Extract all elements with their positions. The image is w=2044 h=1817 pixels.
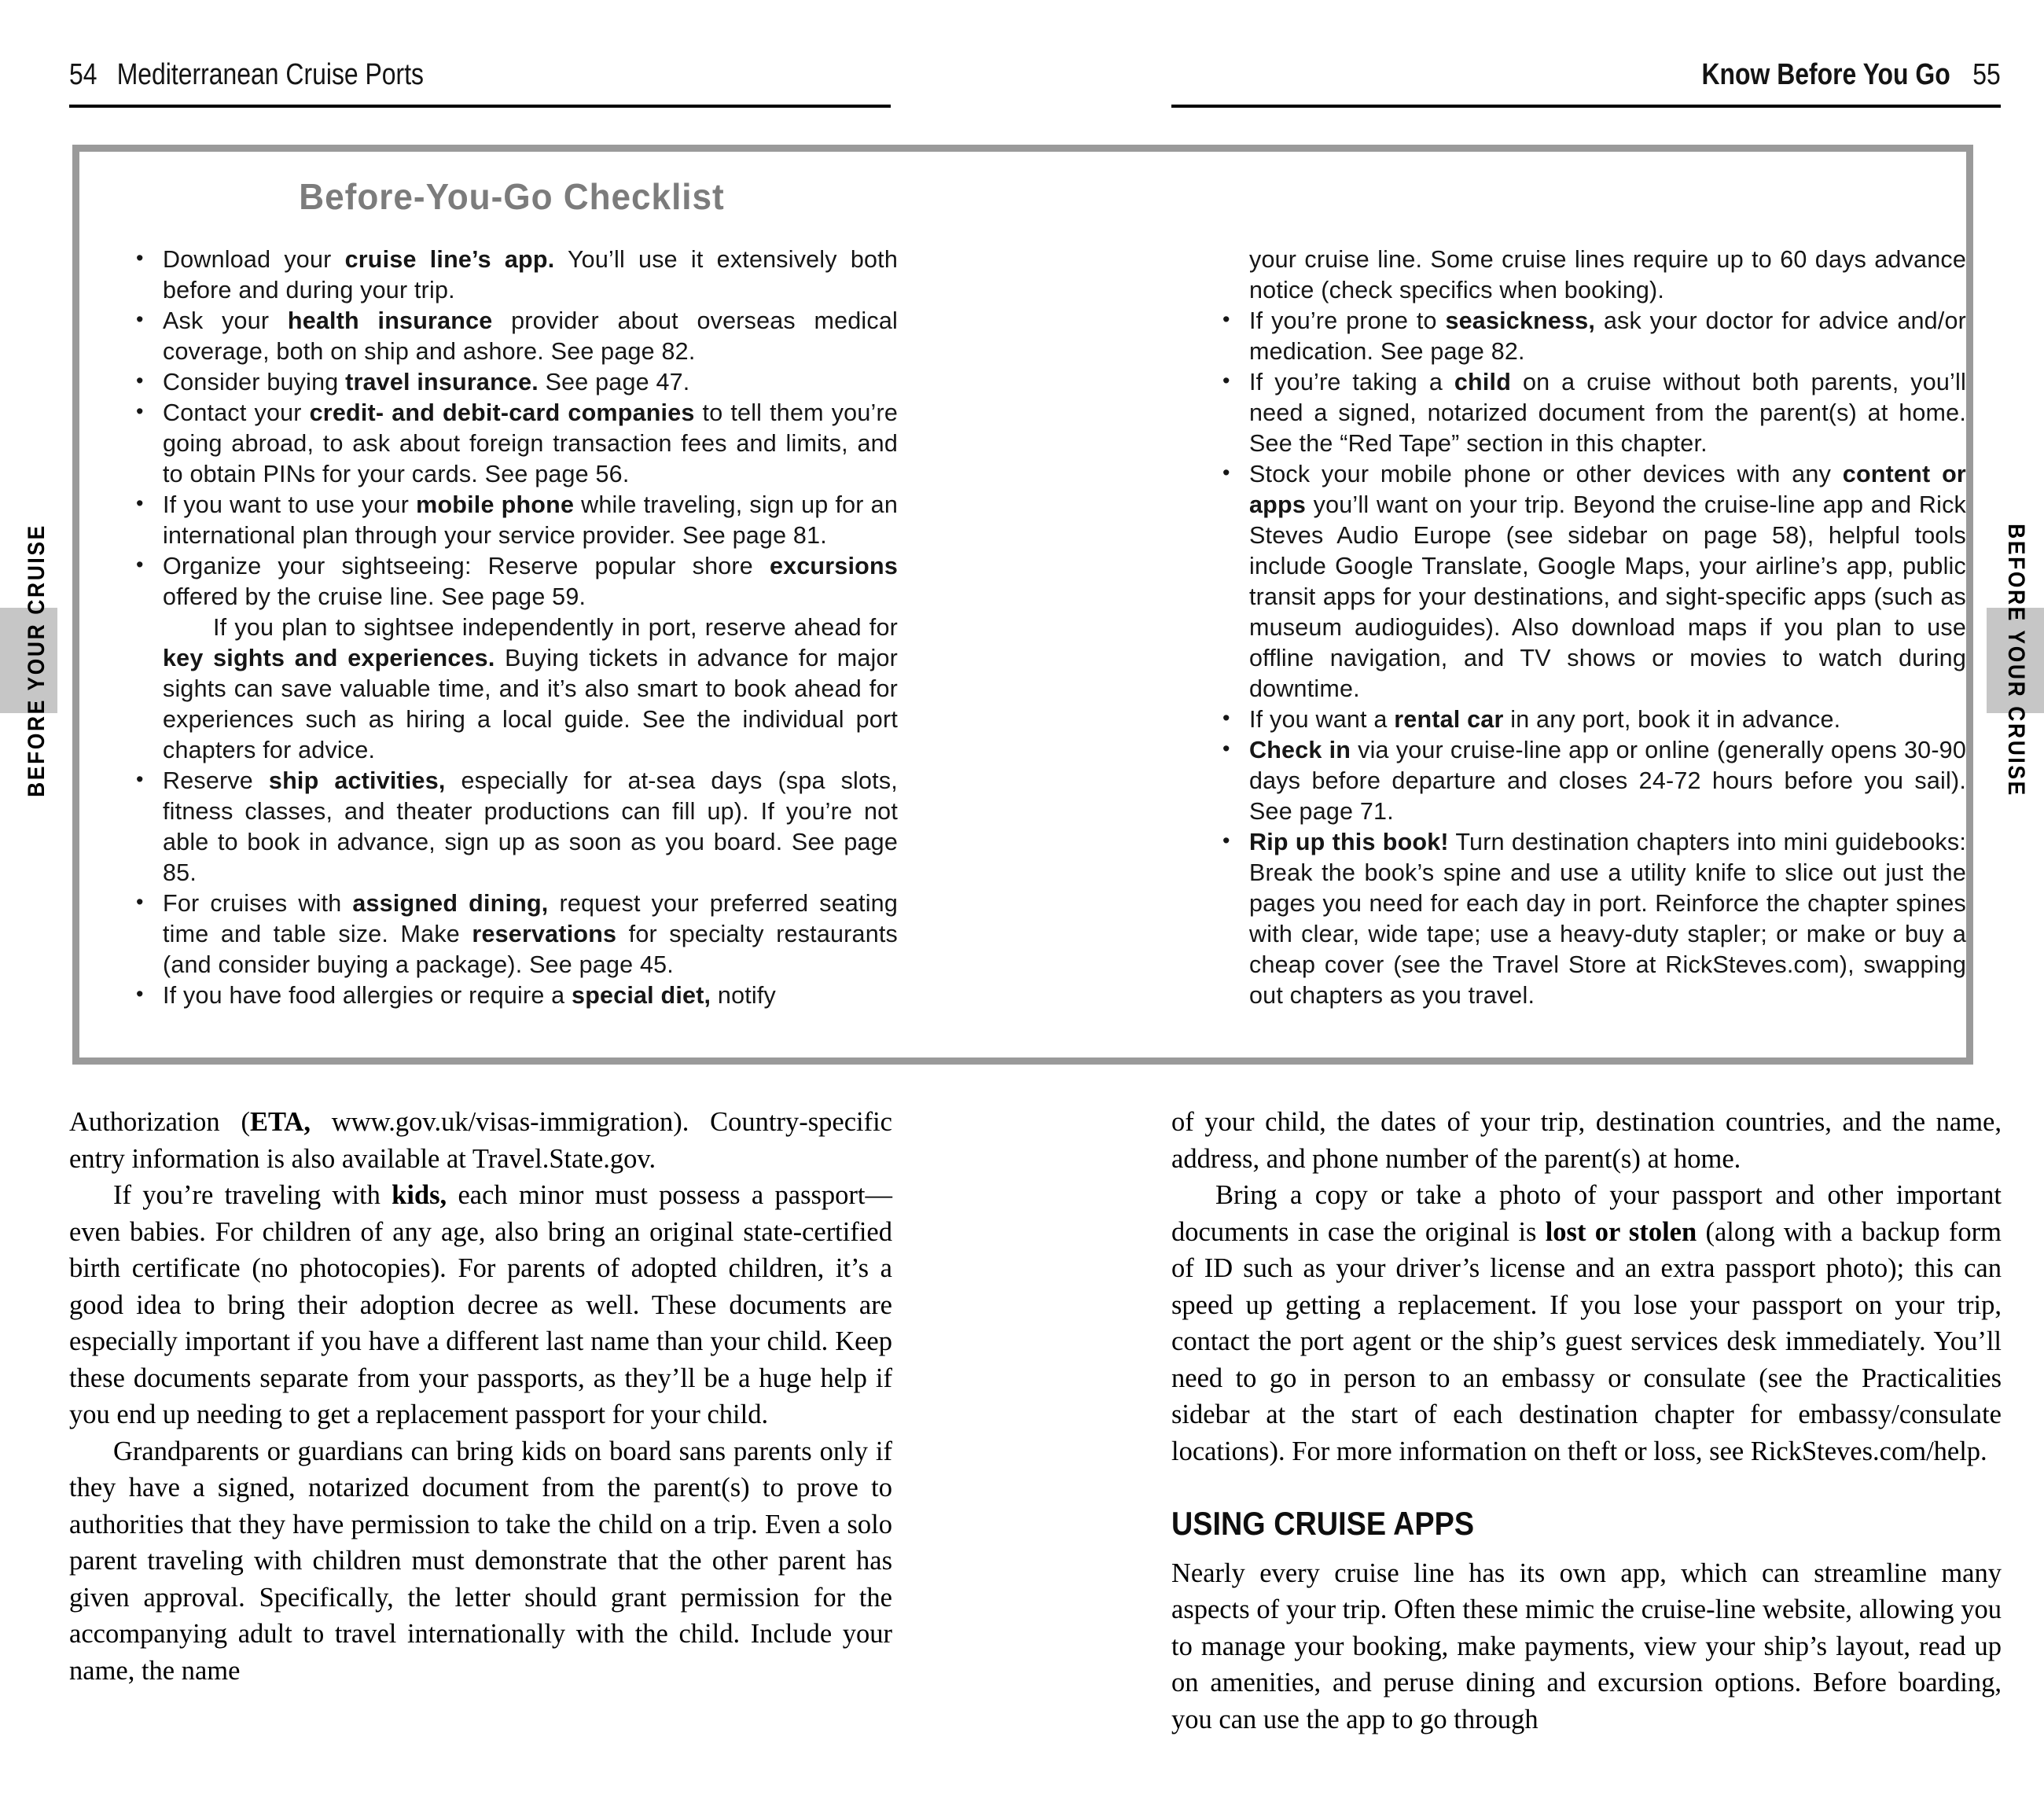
- text-run: Bring a copy or take a photo of your passport and other important documents in case the original is: [1171, 1180, 2002, 1247]
- body-paragraph: [1171, 1104, 2002, 1177]
- text-run: in any port, book it in advance.: [1503, 706, 1841, 733]
- bold-text: mobile phone: [416, 491, 575, 518]
- bold-text: key sights and experiences.: [163, 645, 495, 671]
- right-header-rule: [1171, 105, 2001, 108]
- bold-text: child: [1454, 369, 1512, 395]
- bold-text: assigned dining,: [352, 890, 549, 917]
- right-chapter-tab-label: BEFORE YOUR CRUISE: [2003, 524, 2029, 797]
- checklist-item-text: [1249, 369, 1966, 457]
- checklist-item-text: [1249, 737, 1966, 825]
- checklist-item: [131, 888, 898, 980]
- text-run: If you’re traveling with: [113, 1180, 392, 1210]
- bold-text: Rip up this book!: [1249, 829, 1449, 855]
- text-run: each minor must possess a passport—even babies. For children of any age, also bring an original state-certified birth certificate (no photocopies). For parents of adopted children, it’s a good idea to bring their adoption decree as well. These documents are especially important if you have a different last name than your child. Keep these documents separate from your passports, as they’ll be a huge help if you end up needing to get a replacement passport for your child.: [69, 1180, 892, 1429]
- text-run: For cruises with: [163, 890, 353, 917]
- checklist-item-text: [1249, 706, 1840, 733]
- bold-text: reservations: [472, 921, 617, 947]
- checklist-item-text: [1249, 246, 1966, 303]
- left-page-number: 54: [69, 58, 97, 91]
- checklist-item: [131, 766, 898, 888]
- text-run: Reserve: [163, 767, 269, 794]
- checklist-item-text: [163, 767, 898, 886]
- checklist-item: [131, 612, 898, 766]
- checklist-item-text: [163, 553, 898, 610]
- text-run: (along with a backup form of ID such as your driver’s license and an extra passport photo); this can speed up getting a replacement. If you lose your passport on your trip, contact the port agent or the ship’s guest services desk immediately. You’ll need to go in person to an embassy or consulate (see the Practicalities sidebar at the start of each destination chapter for embassy/consulate locations). For more information on theft or loss, see RickSteves.com/help.: [1171, 1216, 2002, 1466]
- checklist-item-text: [163, 614, 898, 763]
- checklist-item: [1218, 704, 1966, 735]
- checklist-item-text: [1249, 829, 1966, 1009]
- checklist-item-text: [163, 307, 898, 365]
- body-paragraph: [1171, 1177, 2002, 1469]
- bold-text: ETA,: [249, 1107, 311, 1137]
- left-chapter-tab-label: BEFORE YOUR CRUISE: [24, 524, 50, 797]
- checklist-item-text: [1249, 461, 1966, 702]
- checklist-item: [1218, 827, 1966, 1011]
- bullet-icon: •: [1222, 829, 1230, 852]
- bold-text: health insurance: [287, 307, 493, 334]
- text-run: via your cruise-line app or online (generally opens 30-90 days before departure and closes 24-72 hours before you sail). See page 71.: [1249, 737, 1966, 825]
- checklist-item: [1218, 306, 1966, 367]
- bold-text: credit- and debit-card companies: [309, 399, 695, 426]
- text-run: offered by the cruise line. See page 59.: [163, 583, 586, 610]
- bullet-icon: •: [1222, 369, 1230, 392]
- checklist-item-text: [163, 246, 898, 303]
- left-header-title: Mediterranean Cruise Ports: [116, 58, 425, 91]
- checklist-title: Before-You-Go Checklist: [299, 176, 725, 217]
- bullet-icon: •: [136, 982, 144, 1006]
- text-run: Ask your: [163, 307, 288, 334]
- checklist-item-text: [163, 369, 689, 395]
- text-run: www.gov.uk/visas-immigration). Country-specific entry information is also available at Travel.State.gov.: [69, 1107, 892, 1174]
- bold-text: ship activities,: [268, 767, 446, 794]
- text-run: ask your doctor for advice and/or medication. See page 82.: [1249, 307, 1966, 365]
- checklist-item: [131, 980, 898, 1011]
- text-run: for specialty restaurants (and consider buying a package). See page 45.: [163, 921, 898, 978]
- checklist-right-column: [1218, 245, 1966, 1011]
- checklist-item-text: [163, 890, 898, 978]
- bold-text: travel insurance.: [345, 369, 539, 395]
- checklist-item-text: [163, 982, 776, 1009]
- bullet-icon: •: [1222, 706, 1230, 730]
- bold-text: lost or stolen: [1545, 1216, 1697, 1247]
- text-run: request your preferred seating time and table size. Make: [163, 890, 898, 947]
- left-header-rule: [69, 105, 891, 108]
- text-run: especially for at-sea days (spa slots, fitness classes, and theater productions can fill up). If you’re not able to book in advance, sign up as soon as you board. See page 85.: [163, 767, 898, 886]
- checklist-item: [1218, 735, 1966, 827]
- checklist-item: [131, 398, 898, 490]
- text-run: Authorization (: [69, 1107, 250, 1137]
- checklist-item-text: [163, 491, 898, 549]
- text-run: on a cruise without both parents, you’ll need a signed, notarized document from the parent(s) at home. See the “Red Tape” section in this chapter.: [1249, 369, 1966, 457]
- text-run: Stock your mobile phone or other devices with any: [1249, 461, 1843, 487]
- text-run: Turn destination chapters into mini guidebooks: Break the book’s spine and use a utility knife to slice out just the pages you need for each day in port. Reinforce the chapter spines with clear, wide tape; use a heavy-duty stapler; or make or buy a cheap cover (see the Travel Store at RickSteves.com), swapping out chapters as you travel.: [1249, 829, 1966, 1009]
- bold-text: cruise line’s app.: [344, 246, 555, 273]
- bullet-icon: •: [136, 890, 144, 914]
- text-run: Download your: [163, 246, 345, 273]
- bullet-icon: •: [136, 491, 144, 515]
- text-run: If you’re taking a: [1249, 369, 1454, 395]
- checklist-item: [131, 245, 898, 306]
- bullet-icon: •: [1222, 461, 1230, 484]
- text-run: to tell them you’re going abroad, to ask about foreign transaction fees and limits, and to obtain PINs for your cards. See page 56.: [163, 399, 898, 487]
- text-run: notify: [711, 982, 777, 1009]
- checklist-item-text: [163, 399, 898, 487]
- text-run: of your child, the dates of your trip, destination countries, and the name, address, and phone number of the parent(s) at home.: [1171, 1107, 2002, 1174]
- checklist-item: [1218, 459, 1966, 704]
- text-run: If you have food allergies or require a: [163, 982, 572, 1009]
- bullet-icon: •: [136, 553, 144, 576]
- bullet-icon: •: [136, 767, 144, 791]
- checklist-item: [131, 367, 898, 398]
- bullet-icon: •: [136, 246, 144, 270]
- text-run: You’ll use it extensively both before and during your trip.: [163, 246, 898, 303]
- checklist-item: [131, 490, 898, 551]
- text-run: Grandparents or guardians can bring kids on board sans parents only if they have a signed, notarized document from the parent(s) to prove to authorities that they have permission to take the child on a trip. Even a solo parent traveling with children must demonstrate that the other parent has given approval. Specifically, the letter should grant permission for the accompanying adult to travel internationally with the child. Include your name, the name: [69, 1436, 892, 1686]
- bullet-icon: •: [1222, 737, 1230, 760]
- checklist-box: [72, 145, 1973, 1065]
- text-run: Nearly every cruise line has its own app, which can streamline many aspects of your trip. Often these mimic the cruise-line website, allowing you to manage your booking, make payments, view your ship’s layout, read up on amenities, and peruse dining and excursion options. Before boarding, you can use the app to go through: [1171, 1558, 2002, 1734]
- text-run: Organize your sightseeing: Reserve popular shore: [163, 553, 770, 579]
- right-header-title: Know Before You Go: [1701, 58, 1950, 91]
- section-heading: USING CRUISE APPS: [1171, 1505, 1475, 1542]
- left-page-header: [69, 58, 424, 92]
- body-paragraph: [1171, 1555, 2002, 1738]
- body-paragraph: [69, 1177, 892, 1433]
- body-paragraph: [69, 1104, 892, 1177]
- text-run: Consider buying: [163, 369, 346, 395]
- checklist-item-text: [1249, 307, 1966, 365]
- checklist-item: [131, 551, 898, 612]
- right-page-number: 55: [1972, 58, 2001, 91]
- text-run: If you’re prone to: [1249, 307, 1446, 334]
- bullet-icon: •: [136, 369, 144, 392]
- bold-text: Check in: [1249, 737, 1351, 763]
- checklist-item: [1218, 367, 1966, 459]
- bullet-icon: •: [136, 307, 144, 331]
- text-run: provider about overseas medical coverage, both on ship and ashore. See page 82.: [163, 307, 898, 365]
- body-paragraph: [69, 1433, 892, 1690]
- body-right-column: [1171, 1104, 2002, 1738]
- text-run: your cruise line. Some cruise lines require up to 60 days advance notice (check specifics when booking).: [1249, 246, 1966, 303]
- text-run: Contact your: [163, 399, 310, 426]
- bold-text: excursions: [769, 553, 898, 579]
- bold-text: special diet,: [572, 982, 711, 1009]
- checklist-item: [1218, 245, 1966, 306]
- bold-text: seasickness,: [1445, 307, 1596, 334]
- bullet-icon: •: [136, 399, 144, 423]
- bold-text: rental car: [1394, 706, 1504, 733]
- text-run: you’ll want on your trip. Beyond the cruise-line app and Rick Steves Audio Europe (see sidebar on page 58), helpful tools include Google Translate, Google Maps, your airline’s app, public transit apps for your destinations, and sight-specific apps (such as museum audioguides). Also download maps if you plan to use offline navigation, and TV shows or movies to watch during downtime.: [1249, 491, 1966, 702]
- right-page-header: [1702, 58, 2001, 92]
- checklist-item: [131, 306, 898, 367]
- text-run: Buying tickets in advance for major sights can save valuable time, and it’s also smart to book ahead for experiences such as hiring a local guide. See the individual port chapters for advice.: [163, 645, 898, 763]
- bullet-icon: •: [1222, 307, 1230, 331]
- text-run: while traveling, sign up for an international plan through your service provider. See page 81.: [163, 491, 898, 549]
- bold-text: content or apps: [1249, 461, 1966, 518]
- bold-text: kids,: [392, 1180, 447, 1210]
- text-run: If you want a: [1249, 706, 1395, 733]
- text-run: If you want to use your: [163, 491, 417, 518]
- body-left-column: [69, 1104, 892, 1689]
- checklist-left-column: [131, 245, 898, 1011]
- text-run: If you plan to sightsee independently in port, reserve ahead for: [213, 614, 898, 641]
- text-run: See page 47.: [538, 369, 690, 395]
